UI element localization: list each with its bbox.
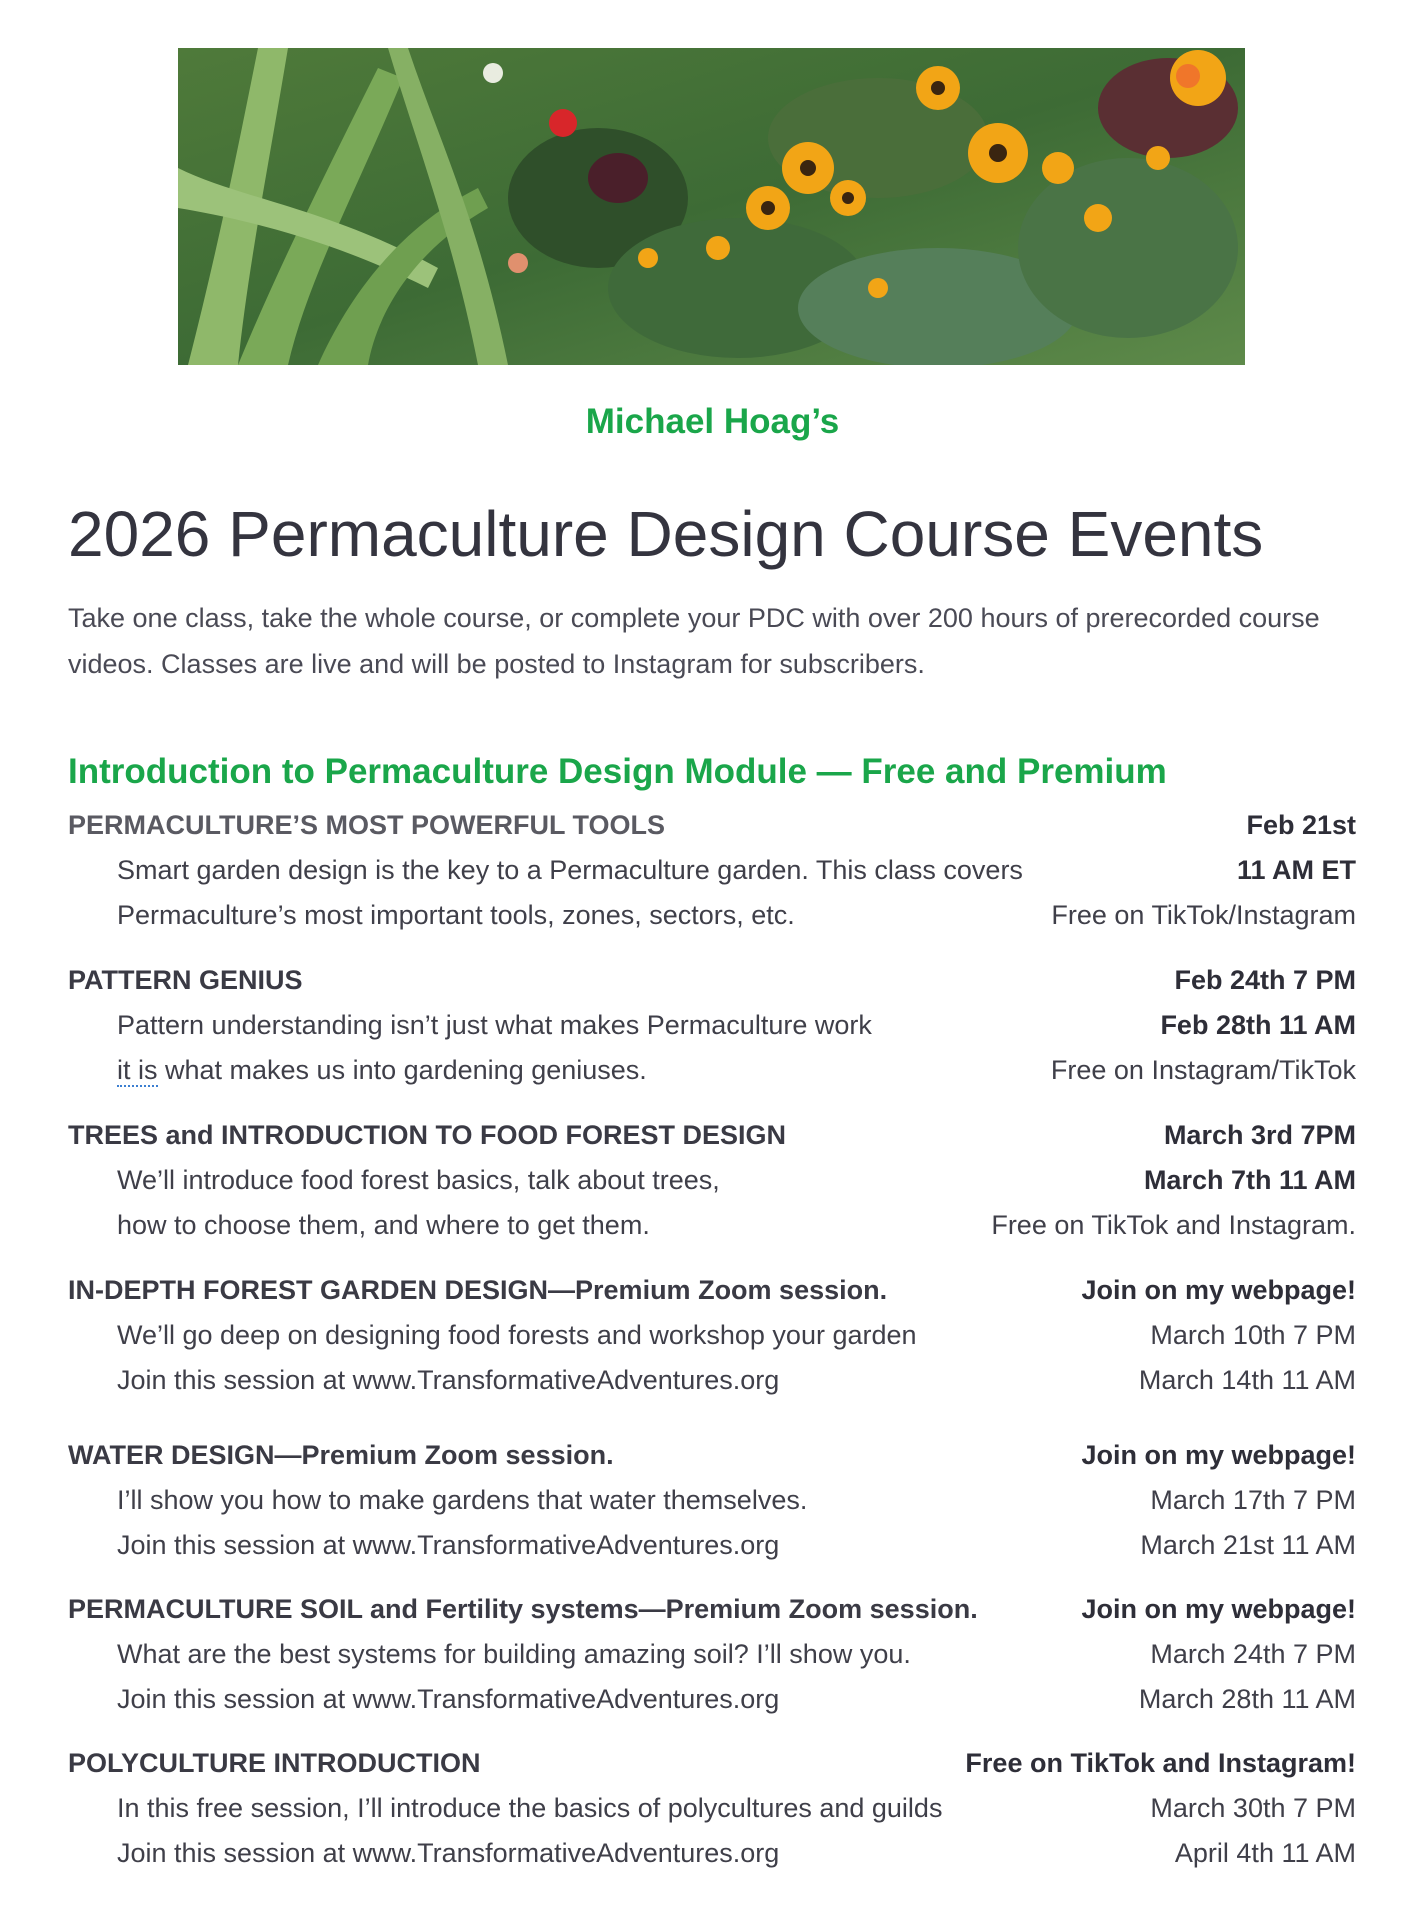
event-description: Pattern understanding isn’t just what makes Permaculture work: [117, 1010, 872, 1040]
event-platform: Free on TikTok/Instagram: [1051, 900, 1356, 930]
page-title: 2026 Permaculture Design Course Events: [68, 498, 1264, 570]
event-description-rest: what makes us into gardening geniuses.: [157, 1055, 647, 1085]
event-date: March 7th 11 AM: [1143, 1165, 1356, 1195]
event-date: March 14th 11 AM: [1138, 1365, 1356, 1395]
event-description: We’ll go deep on designing food forests and workshop your garden: [117, 1320, 917, 1350]
event-entry: [68, 1587, 1356, 1722]
event-entry: [68, 803, 1356, 938]
event-join-link[interactable]: Join on my webpage!: [1081, 1275, 1356, 1305]
event-website-link[interactable]: Join this session at www.TransformativeAdventures.org: [117, 1684, 780, 1714]
event-join-link[interactable]: Join on my webpage!: [1081, 1440, 1356, 1470]
spellcheck-underline: it is: [117, 1055, 158, 1085]
event-entry: [68, 1741, 1356, 1876]
event-date: March 21st 11 AM: [1140, 1530, 1356, 1560]
event-date: Feb 28th 11 AM: [1160, 1010, 1356, 1040]
author-subtitle: Michael Hoag’s: [585, 402, 840, 441]
event-website-link[interactable]: Join this session at www.TransformativeAdventures.org: [117, 1838, 780, 1868]
event-title: PERMACULTURE’S MOST POWERFUL TOOLS: [68, 810, 666, 840]
event-date: March 30th 7 PM: [1150, 1793, 1356, 1823]
event-website-link[interactable]: Join this session at www.TransformativeAdventures.org: [117, 1530, 780, 1560]
event-date: March 17th 7 PM: [1150, 1485, 1356, 1515]
event-description: What are the best systems for building amazing soil? I’ll show you.: [117, 1639, 911, 1669]
event-entry: [68, 958, 1356, 1093]
event-description: Smart garden design is the key to a Permaculture garden. This class covers: [117, 855, 1023, 885]
event-description: In this free session, I’ll introduce the basics of polycultures and guilds: [117, 1793, 943, 1823]
event-date: Feb 21st: [1246, 810, 1356, 840]
module-heading: Introduction to Permaculture Design Module — Free and Premium: [68, 752, 1167, 791]
event-entry: [68, 1268, 1356, 1403]
event-date: March 3rd 7PM: [1163, 1120, 1356, 1150]
event-website-link[interactable]: Join this session at www.TransformativeAdventures.org: [117, 1365, 780, 1395]
event-title: POLYCULTURE INTRODUCTION: [68, 1748, 481, 1778]
event-date: April 4th 11 AM: [1174, 1838, 1356, 1868]
intro-paragraph: Take one class, take the whole course, or complete your PDC with over 200 hours of prerecorded course videos. Classes are live and will be posted to Instagram for subscribers.: [68, 603, 1320, 679]
event-description: We’ll introduce food forest basics, talk about trees,: [117, 1165, 720, 1195]
garden-banner-image: [178, 48, 1245, 365]
event-platform: Free on TikTok and Instagram.: [991, 1210, 1356, 1240]
event-title: PERMACULTURE SOIL and Fertility systems—Premium Zoom session.: [68, 1594, 978, 1624]
event-title: PATTERN GENIUS: [68, 965, 303, 995]
event-time: 11 AM ET: [1236, 855, 1356, 885]
event-platform: Free on Instagram/TikTok: [1050, 1055, 1356, 1085]
event-entry: [68, 1113, 1356, 1248]
event-date: March 24th 7 PM: [1150, 1639, 1356, 1669]
event-date: Feb 24th 7 PM: [1174, 965, 1356, 995]
event-description: Permaculture’s most important tools, zones, sectors, etc.: [117, 900, 795, 930]
event-title: IN-DEPTH FOREST GARDEN DESIGN—Premium Zoom session.: [68, 1275, 888, 1305]
event-date: March 10th 7 PM: [1150, 1320, 1356, 1350]
event-title: WATER DESIGN—Premium Zoom session.: [68, 1440, 614, 1470]
event-join-link[interactable]: Join on my webpage!: [1081, 1594, 1356, 1624]
event-description: how to choose them, and where to get them.: [117, 1210, 650, 1240]
event-platform: Free on TikTok and Instagram!: [965, 1748, 1356, 1778]
event-description: I’ll show you how to make gardens that water themselves.: [117, 1485, 808, 1515]
event-entry: [68, 1433, 1356, 1568]
event-date: March 28th 11 AM: [1138, 1684, 1356, 1714]
event-description: [117, 1048, 647, 1093]
event-title: TREES and INTRODUCTION TO FOOD FOREST DESIGN: [68, 1120, 787, 1150]
